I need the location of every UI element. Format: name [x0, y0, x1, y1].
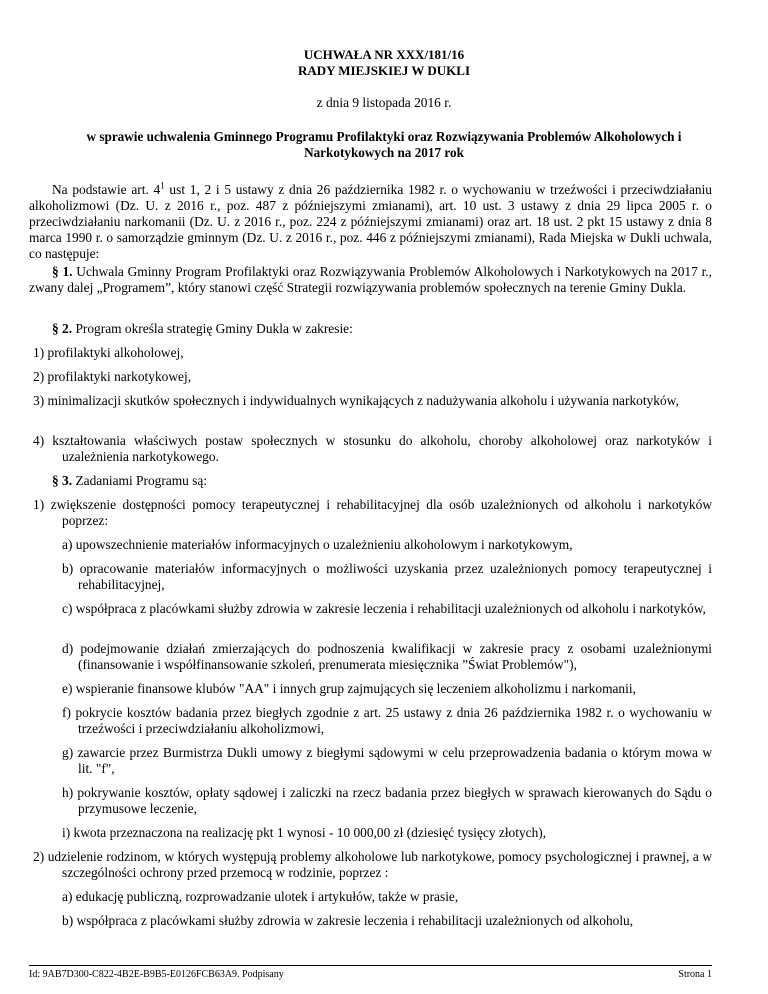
paragraph-2-text: Program określa strategię Gminy Dukla w zakresie: — [72, 321, 353, 336]
list-item: 1) profilaktyki alkoholowej, — [33, 345, 184, 360]
preamble — [29, 182, 712, 262]
sub-list-item: i) kwota przeznaczona na realizację pkt 1 wynosi - 10 000,00 zł (dziesięć tysięcy złotych), — [62, 825, 547, 840]
paragraph-3-label: § 3. — [52, 473, 73, 488]
sub-list-item: h) pokrywanie kosztów, opłaty sądowej i zaliczki na rzecz badania przez biegłych w sprawach kierowanych do Sądu o przymusowe leczenie, — [62, 785, 712, 816]
preamble-superscript: 1 — [160, 180, 165, 191]
sub-list-item: b) opracowanie materiałów informacyjnych o możliwości uzyskania przez uzależnionych pomocy terapeutycznej i rehabilitacyjnej, — [62, 561, 712, 592]
sub-list-item: e) wspieranie finansowe klubów "AA" i innych grup zajmujących się leczeniem alkoholizmu i narkomanii, — [62, 681, 636, 696]
paragraph-1 — [29, 264, 712, 296]
footer-divider — [29, 965, 712, 966]
sub-list-item: b) współpraca z placówkami służby zdrowia w zakresie leczenia i rehabilitacji uzależnionych od alkoholu, — [62, 913, 634, 928]
sub-list-item: f) pokrycie kosztów badania przez biegłych zgodnie z art. 25 ustawy z dnia 26 października 1982 r. o wychowaniu w trzeźwości i przeciwdziałaniu alkoholizmowi, — [62, 705, 712, 736]
resolution-subject: w sprawie uchwalenia Gminnego Programu Profilaktyki oraz Rozwiązywania Problemów Alkoholowych i Narkotykowych na 2017 rok — [86, 129, 682, 160]
paragraph-1-label: § 1. — [52, 264, 73, 279]
list-item: 2) udzielenie rodzinom, w których występują problemy alkoholowe lub narkotykowe, pomocy psychologicznej i prawnej, a w szczególności ochrony przed przemocą w rodzinie, poprzez : — [33, 849, 712, 880]
sub-list-item: g) zawarcie przez Burmistrza Dukli umowy z biegłymi sądowymi w celu przeprowadzenia badania o którym mowa w lit. "f", — [62, 745, 712, 776]
list-item: 2) profilaktyki narkotykowej, — [33, 369, 192, 384]
sub-list-item: c) współpraca z placówkami służby zdrowia w zakresie leczenia i rehabilitacji uzależnionych od alkoholu i narkotyków, — [62, 601, 706, 616]
preamble-part2: ust 1, 2 i 5 ustawy z dnia 26 października 1982 r. o wychowaniu w trzeźwości i przeciwdziałaniu alkoholizmowi (Dz. U. z 2016 r., poz. 487 z późniejszymi zmianami), art. 10 ust. 3 ustawy z dnia 29 lipca 2005 r. o przeciwdziałaniu narkomanii (Dz. U. z 2016 r., poz. 224 z późniejszymi zmianami) oraz art. 18 ust. 2 pkt 15 ustawy z dnia 8 marca 1990 r. o samorządzie gminnym (Dz. U. z 2016 r., poz. 446 z późniejszymi zmianami), Rada Miejska w Dukli uchwala, co następuje: — [29, 182, 712, 261]
paragraph-1-text: Uchwala Gminny Program Profilaktyki oraz Rozwiązywania Problemów Alkoholowych i Narkotykowych na 2017 r., zwany dalej „Programem”, który stanowi część Strategii rozwiązywania problemów społecznych na terenie Gminy Dukla. — [29, 264, 712, 295]
paragraph-3-text: Zadaniami Programu są: — [72, 473, 208, 488]
sub-list-item: a) edukację publiczną, rozprowadzanie ulotek i artykułów, także w prasie, — [62, 889, 459, 904]
sub-list-item: a) upowszechnienie materiałów informacyjnych o uzależnieniu alkoholowym i narkotykowym, — [62, 537, 573, 552]
paragraph-3 — [29, 473, 712, 489]
document-id: Id: 9AB7D300-C822-4B2E-B9B5-E0126FCB63A9. Podpisany — [29, 969, 284, 980]
council-name: RADY MIEJSKIEJ W DUKLI — [297, 63, 471, 78]
list-item: 1) zwiększenie dostępności pomocy terapeutycznej i rehabilitacyjnej dla osób uzależnionych od alkoholu i narkotyków poprzez: — [33, 497, 712, 528]
list-item: 4) kształtowania właściwych postaw społecznych w stosunku do alkoholu, choroby alkoholowej oraz narkotyków i uzależnienia narkotykowego. — [33, 433, 712, 464]
page-number: Strona 1 — [678, 969, 712, 980]
list-item: 3) minimalizacji skutków społecznych i indywidualnych wynikających z nadużywania alkoholu i używania narkotyków, — [33, 393, 679, 408]
preamble-part1: Na podstawie art. 4 — [52, 182, 161, 197]
resolution-title: UCHWAŁA NR XXX/181/16 — [303, 47, 465, 62]
sub-list-item: d) podejmowanie działań zmierzających do podnoszenia kwalifikacji w zakresie pracy z osobami uzależnionymi (finansowanie i współfinansowanie szkoleń, prenumerata miesięcznika ”Świat Problemów"), — [62, 641, 712, 672]
resolution-date: z dnia 9 listopada 2016 r. — [316, 95, 452, 110]
paragraph-2 — [29, 321, 712, 337]
paragraph-2-label: § 2. — [52, 321, 73, 336]
